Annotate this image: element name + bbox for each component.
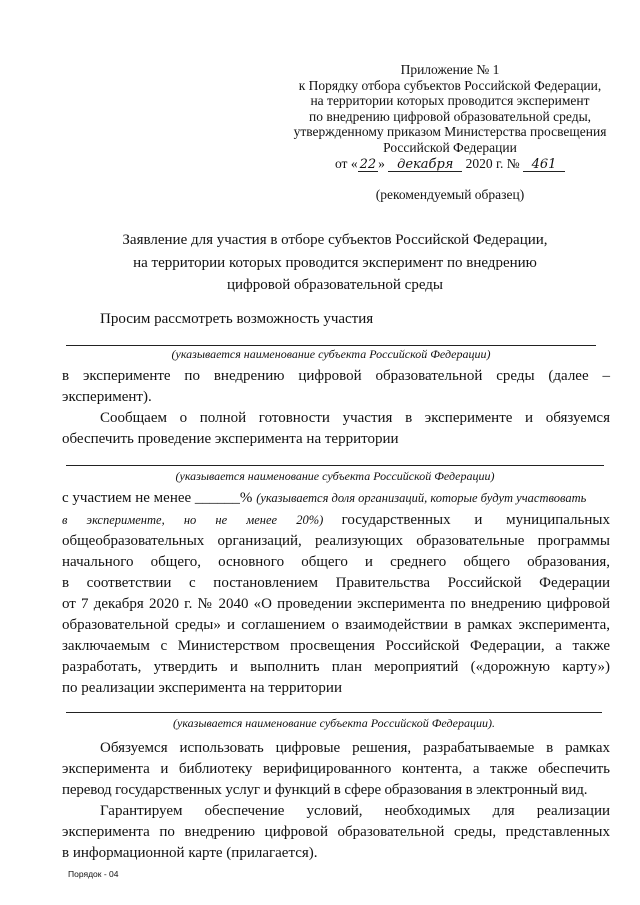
title-line: Заявление для участия в отборе субъектов Российской Федерации, [122,232,548,248]
title-line: на территории которых проводится эксперимент по внедрению [133,254,537,271]
subject-hint: (указывается наименование субъекта Российской Федерации) [171,347,491,361]
date-month-handwritten: декабря [388,158,462,172]
para3-line: образовательной среды» и соглашением о взаимодействии в рамках эксперимента, [62,617,610,633]
subject-blank-line [66,465,604,466]
appendix-line: утвержденному приказом Министерства просвещения [293,124,607,140]
share-hint-cont: в эксперименте, но не менее 20%) [62,513,324,527]
appendix-line: по внедрению цифровой образовательной среды, [308,108,592,124]
para4-line: перевод государственных услуг и функций в сфере образования в электронный вид. [62,782,588,798]
para5-line: эксперимента по внедрению цифровой образовательной среды, представленных [62,824,610,840]
recommended-sample-note: (рекомендуемый образец) [375,187,525,202]
title-line: цифровой образовательной среды [227,277,443,293]
para1-line: эксперимент). [62,389,152,405]
subject-hint: (указывается наименование субъекта Российской Федерации) [175,469,495,483]
appendix-line: Российской Федерации [383,139,517,155]
para3-text: государственных и муниципальных [341,512,610,528]
para3-line: от 7 декабря 2020 г. № 2040 «О проведении эксперимента по внедрению цифровой [62,596,610,612]
order-number-handwritten: 461 [523,158,565,172]
date-mid: » [378,156,389,171]
para3-line: разработать, утвердить и выполнить план мероприятий («дорожную карту») [62,659,610,675]
para3-line [62,510,610,531]
order-date-line [290,156,610,172]
subject-blank-line [66,712,602,713]
participation-share-text: с участием не менее ______% [62,490,257,506]
para2-line: обеспечить проведение эксперимента на территории [62,431,399,447]
para3-line: заключаемым с Министерством просвещения Российской Федерации, а также [62,638,610,654]
para3-line: общеобразовательных организаций, реализующих образовательные программы [62,533,610,549]
date-day-handwritten: 22 [359,157,377,172]
appendix-line: на территории которых проводится эксперимент [310,93,590,109]
para3-line: начального общего, основного общего и среднего общего образования, [62,554,610,570]
appendix-line: Приложение № 1 [400,62,500,77]
para1-line: в эксперименте по внедрению цифровой образовательной среды (далее – [62,368,610,384]
para5-line: в информационной карте (прилагается). [62,845,318,861]
share-hint: (указывается доля организаций, которые будут участвовать [256,491,587,505]
date-prefix: от « [334,156,358,171]
subject-blank-line [66,345,596,346]
para4-line: Обязуемся использовать цифровые решения, разрабатываемые в рамках [100,740,610,756]
para4-line: эксперимента и библиотеку верифицированного контента, а также обеспечить [62,761,610,777]
request-text: Просим рассмотреть возможность участия [100,311,374,327]
date-year: 2020 г. № [462,156,524,171]
para3-line: по реализации эксперимента на территории [62,680,342,696]
appendix-line: к Порядку отбора субъектов Российской Федерации, [298,77,602,93]
para3-line [62,488,586,509]
subject-hint: (указывается наименование субъекта Российской Федерации). [173,716,495,730]
appendix-header [290,62,610,156]
para2-line: Сообщаем о полной готовности участия в эксперименте и обязуемся [100,410,610,426]
document-title [90,229,580,297]
para3-line: в соответствии с постановлением Правительства Российской Федерации [62,575,610,591]
page-footer-code: Порядок - 04 [68,869,119,879]
para5-line: Гарантируем обеспечение условий, необходимых для реализации [100,803,610,819]
